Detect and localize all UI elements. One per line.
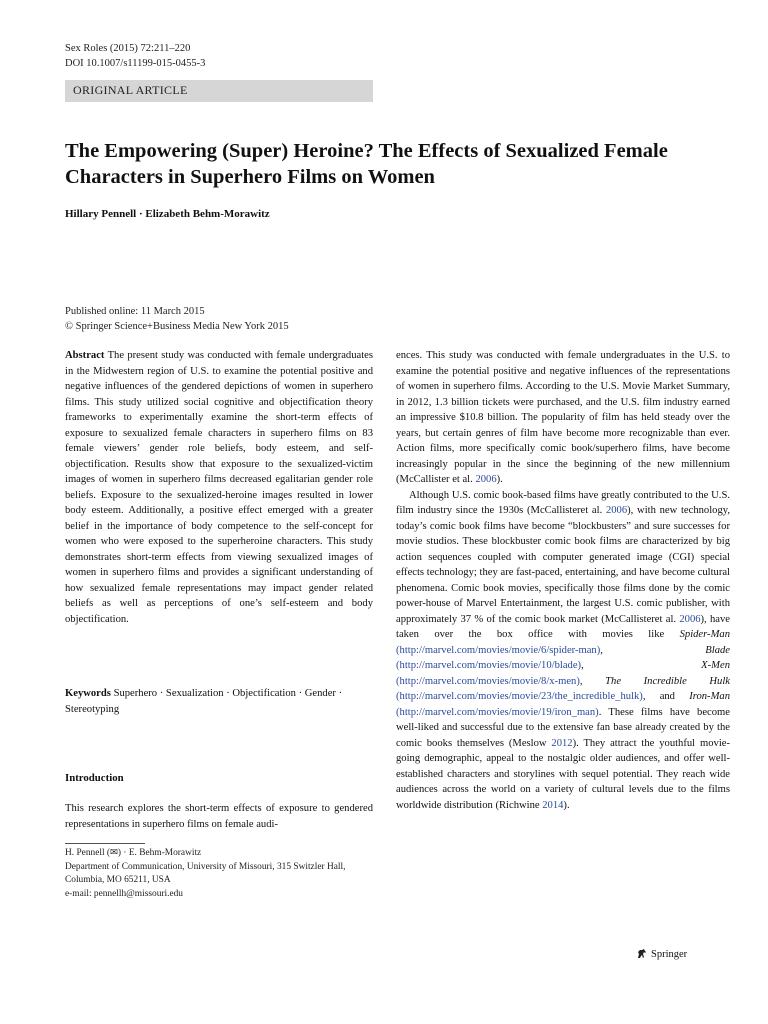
p2-text-e: ). They attract the youthful movie-going demographic, appeal to the nostalgic older audiences, and offer well-established characters and storylines with sequel potential. They reach wide audiences across the world on a variety of cultural levels due to the films worldwide distribution (Richwine — [396, 737, 730, 811]
publisher-name: Springer — [651, 948, 688, 960]
keywords-label: Keywords — [65, 688, 111, 699]
journal-citation: Sex Roles (2015) 72:211–220 — [65, 43, 191, 54]
p1-end: ). — [496, 474, 503, 485]
footnote-rule — [65, 843, 145, 844]
movie-title: Iron-Man — [689, 691, 730, 702]
introduction-text: This research explores the short-term effects of exposure to gendered representations in superhero films on female audi- — [65, 803, 373, 830]
article-title: The Empowering (Super) Heroine? The Effects of Sexualized Female Characters in Superhero Films on Women — [65, 140, 668, 188]
p2-text-b: ), with new technology, today’s comic book films have become “blockbusters” and sure successes for movie studios. These blockbuster comic book films are characterized by big action sequences coupled with computer generated image (CGI) special effects technology; they are fast-paced, entertaining, and have become cultural phenomena. Comic book movies, specifically those films done by the comic power-house of Marvel Entertainment, the largest U.S. comic publisher, with approximately 37 % of the comic book market (McCallisteret al. — [396, 505, 731, 625]
abstract-label: Abstract — [65, 350, 105, 361]
p2-and: , and — [642, 691, 690, 702]
p2-text-c: ), have taken over the box office with movies like — [396, 613, 731, 640]
paragraph-1 — [396, 348, 730, 488]
citation-link[interactable]: 2012 — [551, 737, 573, 749]
p2-text-f: ). — [563, 799, 570, 811]
keywords-text: Superhero · Sexualization · Objectification · Gender · Stereotyping — [65, 688, 343, 715]
citation-link[interactable]: 2006 — [679, 613, 701, 625]
body-right-column — [396, 348, 730, 813]
movie-title: Spider-Man — [679, 629, 730, 640]
article-type: ORIGINAL ARTICLE — [73, 83, 188, 97]
springer-horse-icon — [636, 948, 648, 960]
p2-text-a: Although U.S. comic book-based films have greatly contributed to the U.S. film industry since the 1930s (McCallisteret al. — [396, 489, 730, 516]
copyright: © Springer Science+Business Media New York 2015 — [65, 321, 289, 332]
movie-url[interactable]: (http://marvel.com/movies/movie/23/the_incredible_hulk) — [396, 691, 643, 702]
published-date: Published online: 11 March 2015 — [65, 306, 205, 317]
author-list: Hillary Pennell · Elizabeth Behm-Morawitz — [65, 208, 270, 220]
footnote-authors: H. Pennell (✉) · E. Behm-Morawitz — [65, 848, 202, 858]
p1-text: ences. This study was conducted with female undergraduates in the U.S. to examine the potential positive and negative influences of the representations of women in superhero films. According to the U.S. Movie Market Summary, in 2012, 1.3 billion tickets were purchased, and the U.S. film industry earned an impressive $10.8 billion. The popularity of film has held steady over the years, but certain genres of film have become more recognizable than ever. Action films, more specifically comic book/superhero films, have become increasingly popular in the since the beginning of the new millennium (McCallister et al. — [396, 350, 730, 485]
citation-link[interactable]: 2006 — [475, 474, 497, 485]
paragraph-2: Although U.S. comic book-based films have greatly contributed to the U.S. film industry since the 1930s (McCallisteret al. 2006), with new technology, today’s comic book films have become “blockbusters” and sure successes for movie studios. These blockbuster comic book films are characterized by big action sequences coupled with computer generated image (CGI) special effects technology; they are fast-paced, entertaining, and have become cultural phenomena. Comic book movies, specifically those films done by the comic power-house of Marvel Entertainment, the largest U.S. comic publisher, with approximately 37 % of the comic book market (McCallisteret al. 2006), have taken over the box office with movies like Spider-Man (http://marvel.com/movies/movie/6/spider-man), Blade (http://marvel.com/movies/movie/10/blade), X-Men (http://marvel.com/movies/movie/8/x-men), The Incredible Hulk (http://marvel.com/movies/movie/23/the_incredible_hulk), and Iron-Man (http://marvel.com/movies/movie/19/iron_man). These films have become well-liked and successful due to the extensive fan base already created by the comic books themselves (Meslow 2012). They attract the youthful movie-going demographic, appeal to the nostalgic older audiences, and offer well-established characters and storylines with sequel potential. They reach wide audiences across the world on a variety of cultural levels due to the films worldwide distribution (Richwine 2014). — [396, 489, 731, 811]
keywords — [65, 686, 373, 717]
article-type-banner — [65, 80, 373, 102]
movie-url[interactable]: (http://marvel.com/movies/movie/8/x-men) — [396, 675, 580, 687]
journal-doi: DOI 10.1007/s11199-015-0455-3 — [65, 58, 206, 69]
footnote-email[interactable]: e-mail: pennellh@missouri.edu — [65, 888, 183, 899]
movie-url[interactable]: (http://marvel.com/movies/movie/10/blade) — [396, 660, 582, 671]
introduction-heading: Introduction — [65, 772, 124, 784]
citation-link[interactable]: 2006 — [605, 505, 628, 516]
movie-url[interactable]: (http://marvel.com/movies/movie/6/spider-man) — [396, 644, 601, 656]
movie-title: Blade — [705, 644, 730, 656]
author-footnote — [65, 847, 373, 901]
abstract — [65, 348, 373, 627]
abstract-text: The present study was conducted with female undergraduates in the Midwestern region of U.S. to examine the potential positive and negative influences of the gendered depictions of women in superhero films. This study utilized social cognitive and objectification theory frameworks to experimentally examine the short-term effects of exposure to sexualized female characters in superhero films on 83 female viewers’ gender role beliefs, body esteem, and self-objectification. Results show that exposure to the sexualized-victim images of women in superhero films decreased egalitarian gender role beliefs. Exposure to the sexualized-heroine images resulted in lower body esteem. Additionally, a positive effect emerged with a greater belief in the importance of body competence to the self-concept for women who were exposed to the superheroine characters. This study demonstrates short-term effects from viewing sexualized images of women in superhero films and provides a significant understanding of how sexualized female representations may impact gender related beliefs as well as perceptions of one’s self-esteem and body objectification. — [65, 350, 373, 625]
publication-info — [65, 304, 289, 334]
publisher-logo — [636, 948, 687, 960]
movie-title: X-Men — [701, 660, 730, 671]
citation-link[interactable]: 2014 — [542, 799, 564, 811]
movie-url[interactable]: (http://marvel.com/movies/movie/19/iron_man) — [396, 706, 599, 718]
movie-title: The Incredible Hulk — [605, 675, 731, 687]
journal-meta — [65, 41, 205, 71]
footnote-affiliation: Department of Communication, University of Missouri, 315 Switzler Hall, Columbia, MO 65211, USA — [65, 861, 346, 885]
p2-text-d: . These films have become well-liked and successful due to the extensive fan base already created by the comic books themselves (Meslow — [396, 706, 730, 749]
